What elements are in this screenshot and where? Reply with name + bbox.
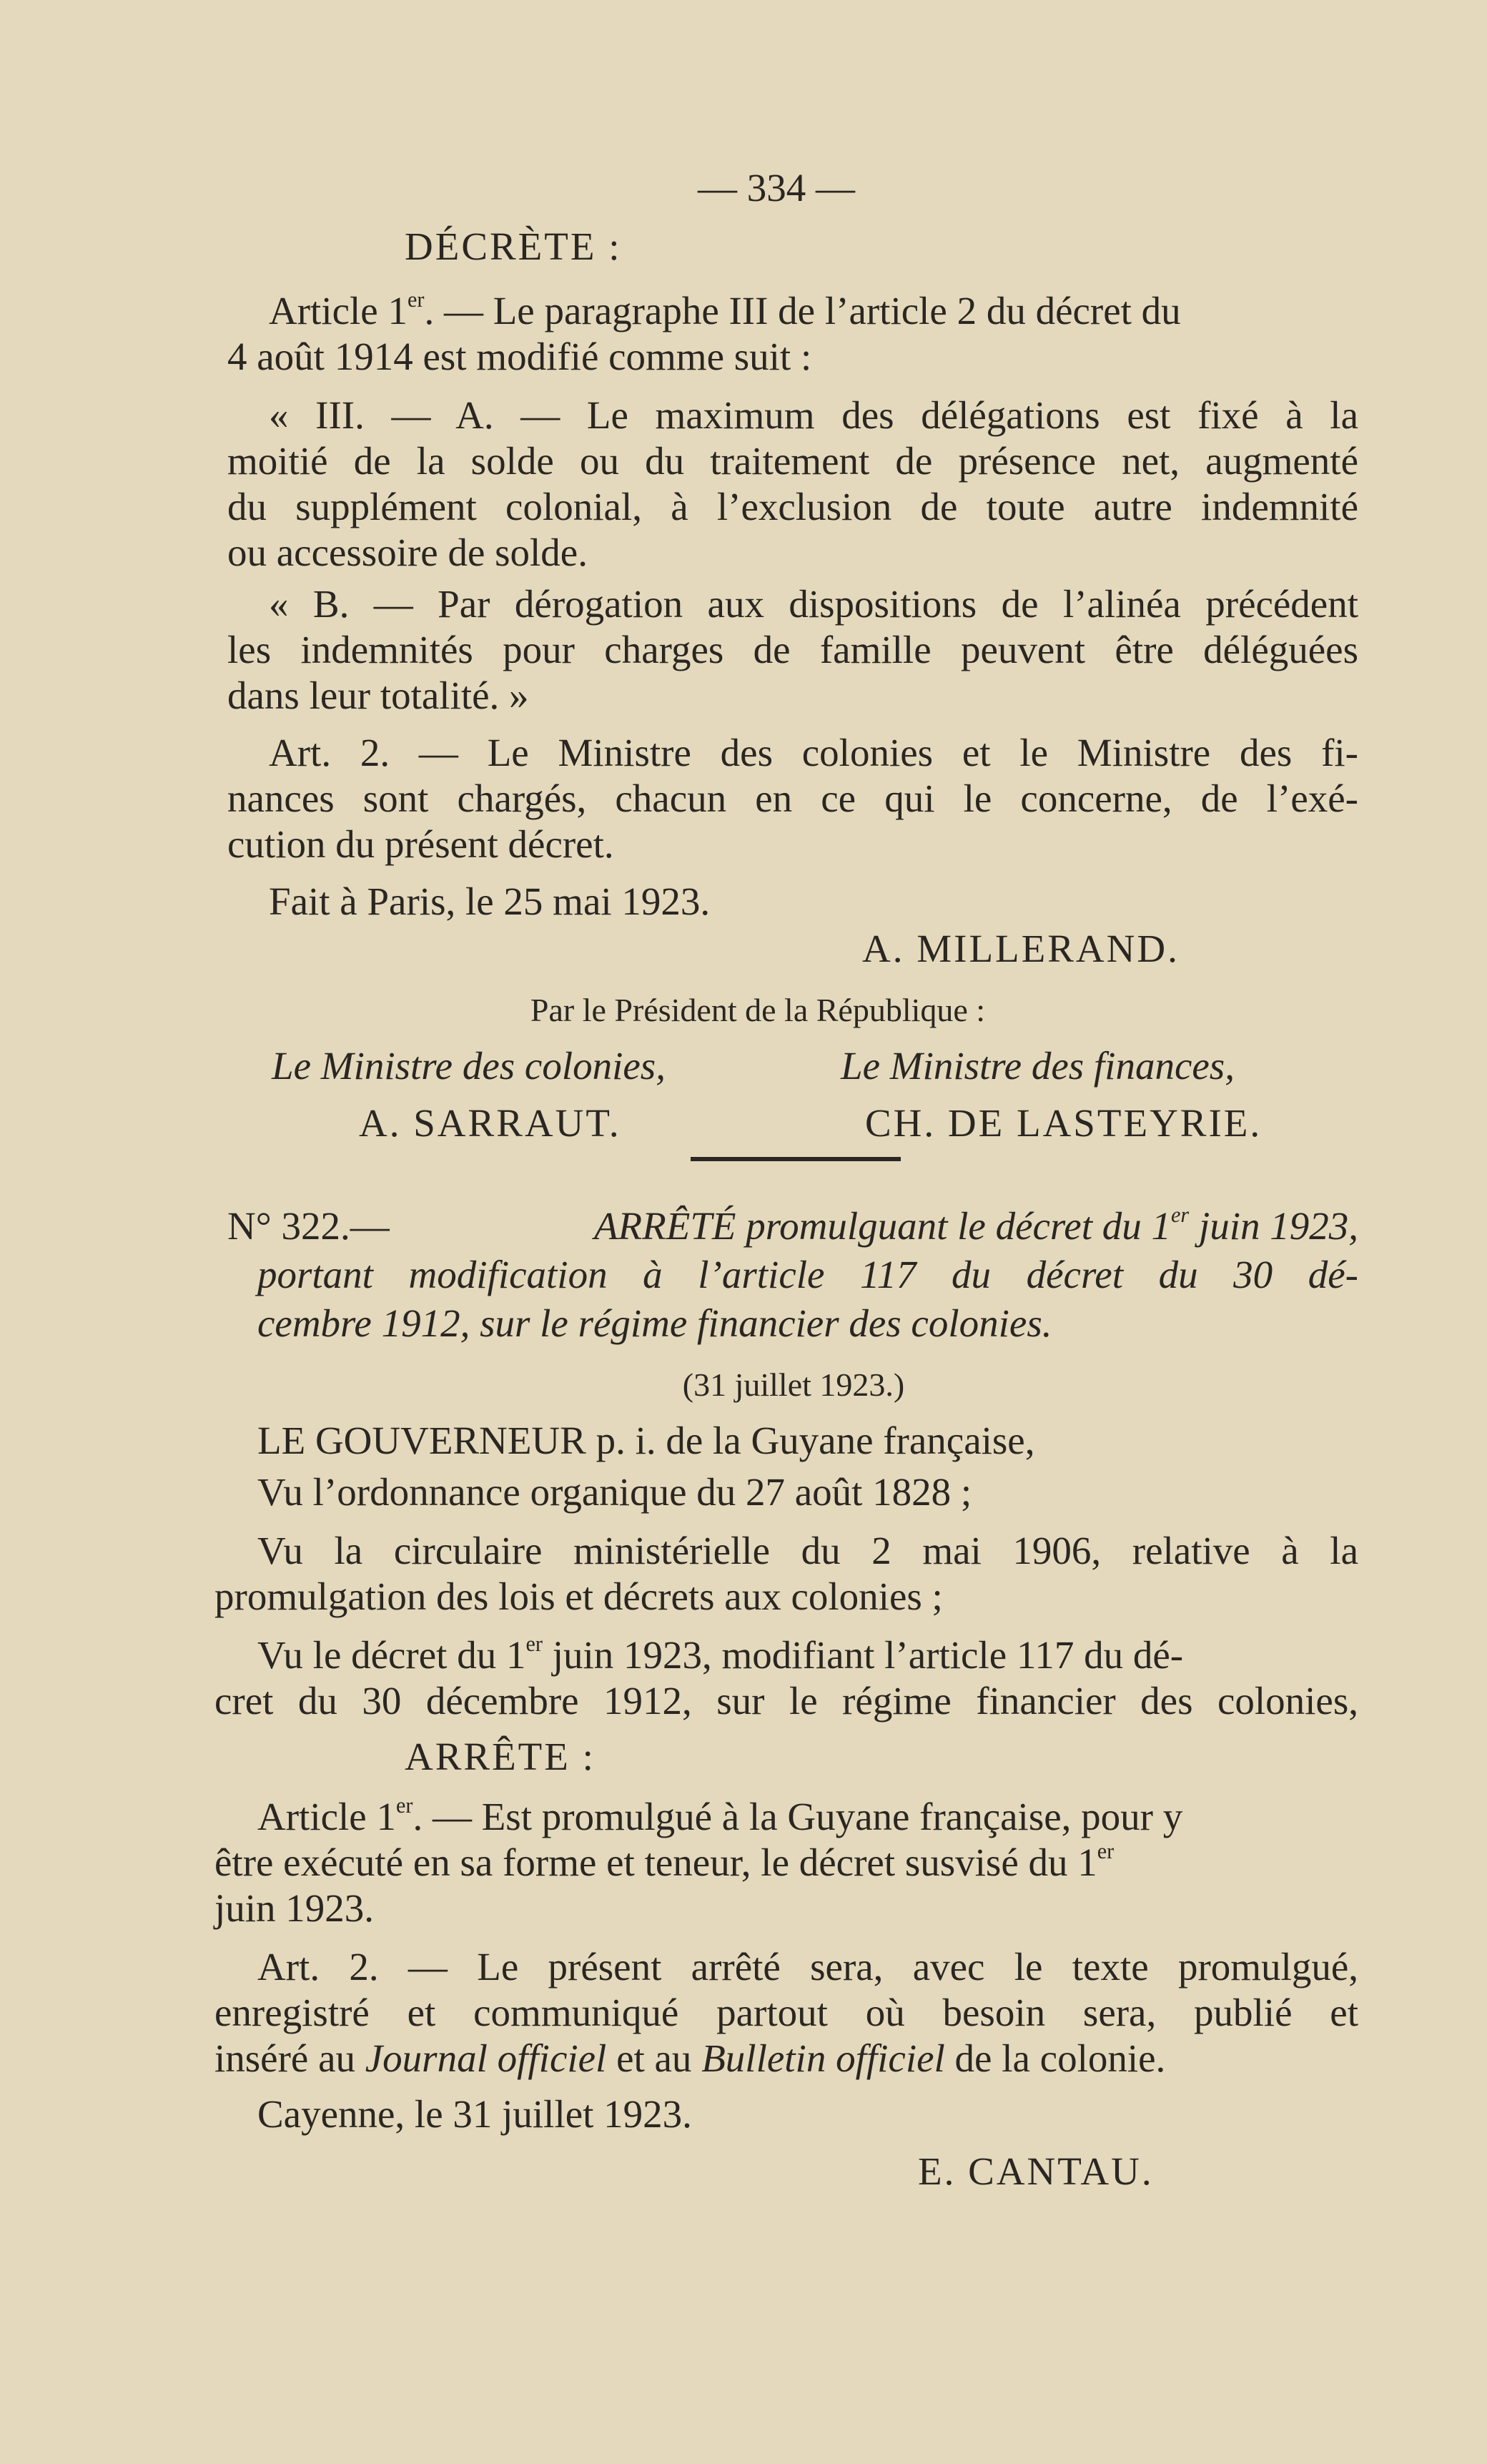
arrete-date: (31 juillet 1923.) [682,1366,905,1403]
decree-para-b-line-2: les indemnités pour charges de famille peuvent être déléguées [227,628,1358,671]
arrete-article-1-line-2-text: être exécuté en sa forme et teneur, le décret susvisé du 1er [214,1838,1115,1884]
decree-article-1-line-1-text: Article 1er. — Le paragraphe III de l’article 2 du décret du [269,287,1181,332]
arrete-vu-3-line-1 [257,1632,1358,1679]
decree-para-b-line-1: « B. — Par dérogation aux dispositions de l’alinéa précédent [269,582,1358,626]
arrete-number: N° 322.— [227,1204,390,1248]
arrete-gouverneur: LE GOUVERNEUR p. i. de la Guyane française, [257,1419,1035,1462]
decree-para-iii-line-4: ou accessoire de solde. [227,531,588,574]
arrete-article-1-line-1-text: Article 1er. — Est promulgué à la Guyane française, pour y [257,1793,1183,1838]
arrete-title-line-3: cembre 1912, sur le régime financier des colonies. [257,1301,1052,1345]
decree-article-2-line-1: Art. 2. — Le Ministre des colonies et le Ministre des fi- [269,731,1358,774]
arrete-vu-3-line-2: cret du 30 décembre 1912, sur le régime financier des colonies, [214,1679,1358,1723]
decree-para-iii-line-2: moitié de la solde ou du traitement de présence net, augmenté [227,439,1358,483]
decree-article-1-line-1 [269,287,1358,335]
decree-article-2-line-3: cution du présent décret. [227,822,614,866]
arrete-article-2-line-2: enregistré et communiqué partout où besoin sera, publié et [214,1991,1358,2034]
arrete-heading: ARRÊTE : [405,1735,596,1778]
minister-colonies-name: A. SARRAUT. [359,1101,621,1145]
page-number: — 334 — [698,166,855,210]
arrete-title-line-2: portant modification à l’article 117 du décret du 30 dé- [257,1253,1358,1296]
arrete-title-line-1-text: ARRÊTÉ promulguant le décret du 1er juin 1923, [593,1202,1358,1248]
decree-para-b-line-3: dans leur totalité. » [227,674,529,717]
arrete-vu-2-line-1: Vu la circulaire ministérielle du 2 mai 1906, relative à la [257,1529,1358,1572]
arrete-article-2-line-1: Art. 2. — Le présent arrêté sera, avec le texte promulgué, [257,1945,1358,1989]
decree-para-iii-line-1: « III. — A. — Le maximum des délégations est fixé à la [269,393,1358,437]
arrete-place-date: Cayenne, le 31 juillet 1923. [257,2092,692,2136]
arrete-signature: E. CANTAU. [918,2149,1154,2193]
arrete-article-2-line-3-text: inséré au Journal officiel et au Bulletin officiel de la colonie. [214,2036,1166,2080]
section-divider [691,1157,901,1161]
arrete-vu-1: Vu l’ordonnance organique du 27 août 1828 ; [257,1470,972,1514]
decree-article-2-line-2: nances sont chargés, chacun en ce qui le concerne, de l’exé- [227,777,1358,820]
decree-para-iii-line-3: du supplément colonial, à l’exclusion de toute autre indemnité [227,485,1358,528]
by-president-line: Par le Président de la République : [530,992,986,1028]
minister-finances-name: CH. DE LASTEYRIE. [865,1101,1263,1145]
minister-finances-title: Le Ministre des finances, [841,1044,1235,1088]
decree-signatory: A. MILLERAND. [862,927,1180,970]
arrete-article-2-line-3 [214,2035,1358,2082]
arrete-vu-3-line-1-text: Vu le décret du 1er juin 1923, modifiant l’article 117 du dé- [257,1631,1184,1677]
arrete-article-1-line-2 [214,1839,1114,1886]
arrete-article-1-line-3: juin 1923. [214,1886,375,1930]
arrete-article-1-line-1 [257,1793,1182,1840]
arrete-vu-2-line-2: promulgation des lois et décrets aux colonies ; [214,1575,943,1618]
decree-article-1-line-2: 4 août 1914 est modifié comme suit : [227,335,812,378]
arrete-title-line-1 [227,1203,1358,1250]
minister-colonies-title: Le Ministre des colonies, [272,1044,666,1088]
decree-done-at: Fait à Paris, le 25 mai 1923. [269,879,711,923]
decree-heading: DÉCRÈTE : [405,225,622,268]
